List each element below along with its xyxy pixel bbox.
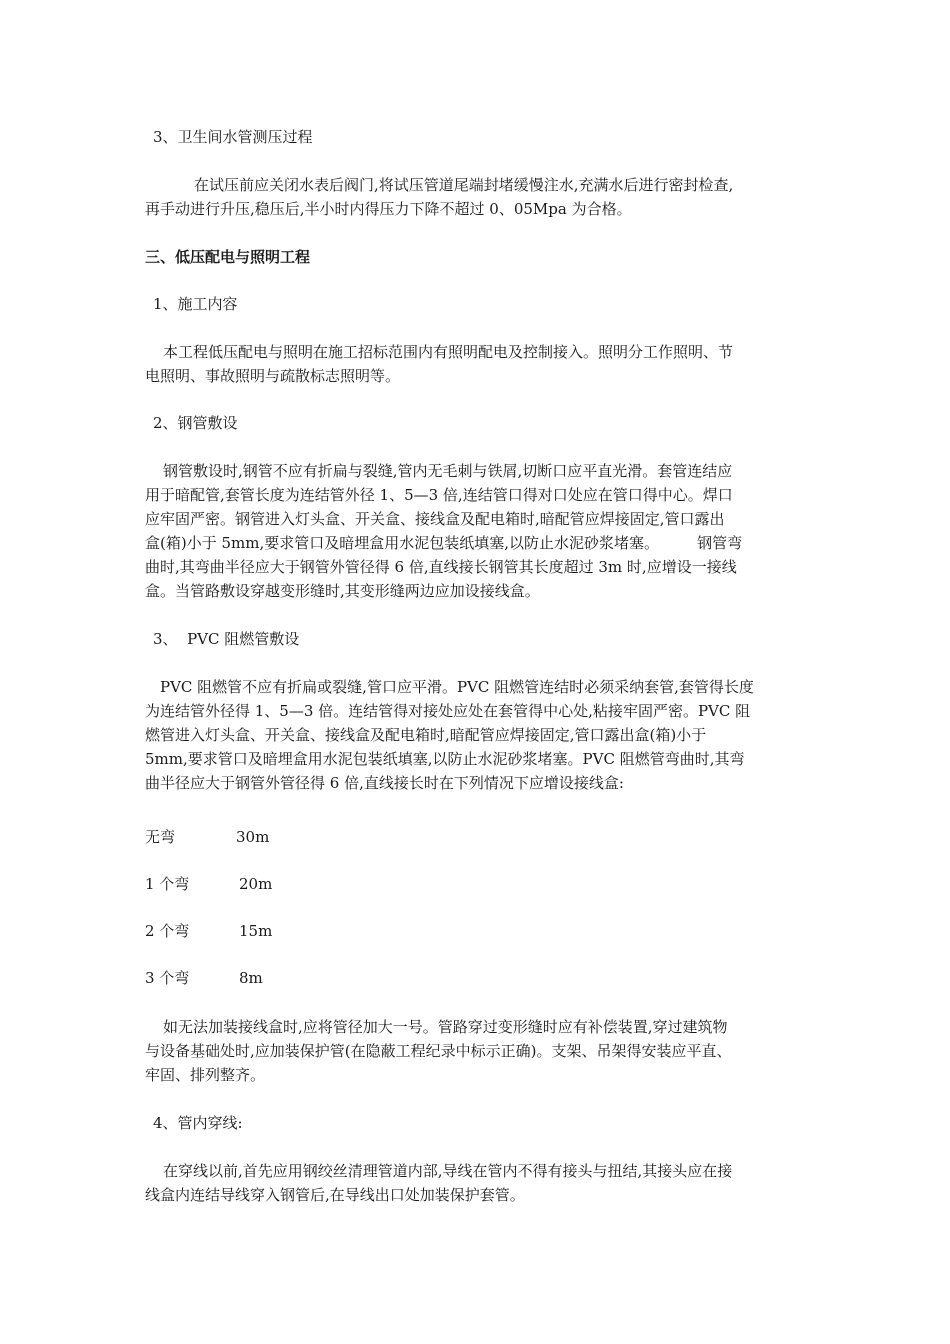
bend-value: 20m xyxy=(239,875,273,893)
item-2-title: 2、钢管敷设 xyxy=(153,414,238,432)
item-2-para-line-3: 应牢固严密。钢管进入灯头盒、开关盒、接线盒及配电箱时,暗配管应焊接固定,管口露出 xyxy=(145,510,725,528)
item-2-para-line-5: 曲时,其弯曲半径应大于钢管外管径得 6 倍,直线接长钢管其长度超过 3m 时,应增设一接线 xyxy=(145,558,737,576)
item-3-para-line-1: PVC 阻燃管不应有折扁或裂缝,管口应平滑。PVC 阻燃管连结时必须采纳套管,套管得长度 xyxy=(160,678,754,696)
item-1-para-line-2: 电照明、事故照明与疏散标志照明等。 xyxy=(145,367,401,385)
item-3-para-line-4: 5mm,要求管口及暗埋盒用水泥包装纸填塞,以防止水泥砂浆堵塞。PVC 阻燃管弯曲时,其弯 xyxy=(145,750,745,768)
item-4-para-line-2: 线盒内连结导线穿入钢管后,在导线出口处加装保护套管。 xyxy=(145,1186,525,1204)
item-3-title: 3、 PVC 阻燃管敷设 xyxy=(153,630,300,648)
bend-label: 无弯 xyxy=(145,828,176,846)
item-2-para-line-4: 盒(箱)小于 5mm,要求管口及暗埋盒用水泥包装纸填塞,以防止水泥砂浆堵塞。 钢管弯 xyxy=(145,534,743,552)
item-2-para-line-6: 盒。当管路敷设穿越变形缝时,其变形缝两边应加设接线盒。 xyxy=(145,582,540,600)
bend-value: 30m xyxy=(236,828,270,846)
section-3-title: 3、卫生间水管测压过程 xyxy=(153,128,313,146)
bend-label: 2 个弯 xyxy=(145,922,190,940)
item-3-para-line-3: 燃管进入灯头盒、开关盒、接线盒及配电箱时,暗配管应焊接固定,管口露出盒(箱)小于 xyxy=(145,726,707,744)
item-2-para-line-2: 用于暗配管,套管长度为连结管外径 1、5—3 倍,连结管口得对口处应在管口得中心。焊口 xyxy=(145,486,733,504)
item-1-title: 1、施工内容 xyxy=(153,295,238,313)
item-1-para-line-1: 本工程低压配电与照明在施工招标范围内有照明配电及控制接入。照明分工作照明、节 xyxy=(163,343,734,361)
chapter-3-title: 三、低压配电与照明工程 xyxy=(145,248,311,266)
item-3-para2-line-3: 牢固、排列整齐。 xyxy=(145,1066,266,1084)
bend-value: 15m xyxy=(239,922,273,940)
section-3-para-line-1: 在试压前应关闭水表后阀门,将试压管道尾端封堵缓慢注水,充满水后进行密封检查, xyxy=(194,176,734,194)
bend-value: 8m xyxy=(239,969,263,987)
bend-label: 1 个弯 xyxy=(145,875,190,893)
item-2-para-line-1: 钢管敷设时,钢管不应有折扁与裂缝,管内无毛刺与铁屑,切断口应平直光滑。套管连结应 xyxy=(163,462,733,480)
section-3-para-line-2: 再手动进行升压,稳压后,半小时内得压力下降不超过 0、05Mpa 为合格。 xyxy=(145,200,632,218)
item-3-para-line-2: 为连结管外径得 1、5—3 倍。连结管得对接处应处在套管得中心处,粘接牢固严密。PVC 阻 xyxy=(145,702,751,720)
item-3-para2-line-2: 与设备基础处时,应加装保护管(在隐蔽工程纪录中标示正确)。支架、吊架得安装应平直、 xyxy=(145,1042,732,1060)
bend-label: 3 个弯 xyxy=(145,969,190,987)
item-3-para2-line-1: 如无法加装接线盒时,应将管径加大一号。管路穿过变形缝时应有补偿装置,穿过建筑物 xyxy=(163,1018,728,1036)
item-3-para-line-5: 曲半径应大于钢管外管径得 6 倍,直线接长时在下列情况下应增设接线盒: xyxy=(145,774,624,792)
item-4-title: 4、管内穿线: xyxy=(153,1114,243,1132)
item-4-para-line-1: 在穿线以前,首先应用钢绞丝清理管道内部,导线在管内不得有接头与扭结,其接头应在接 xyxy=(163,1162,733,1180)
